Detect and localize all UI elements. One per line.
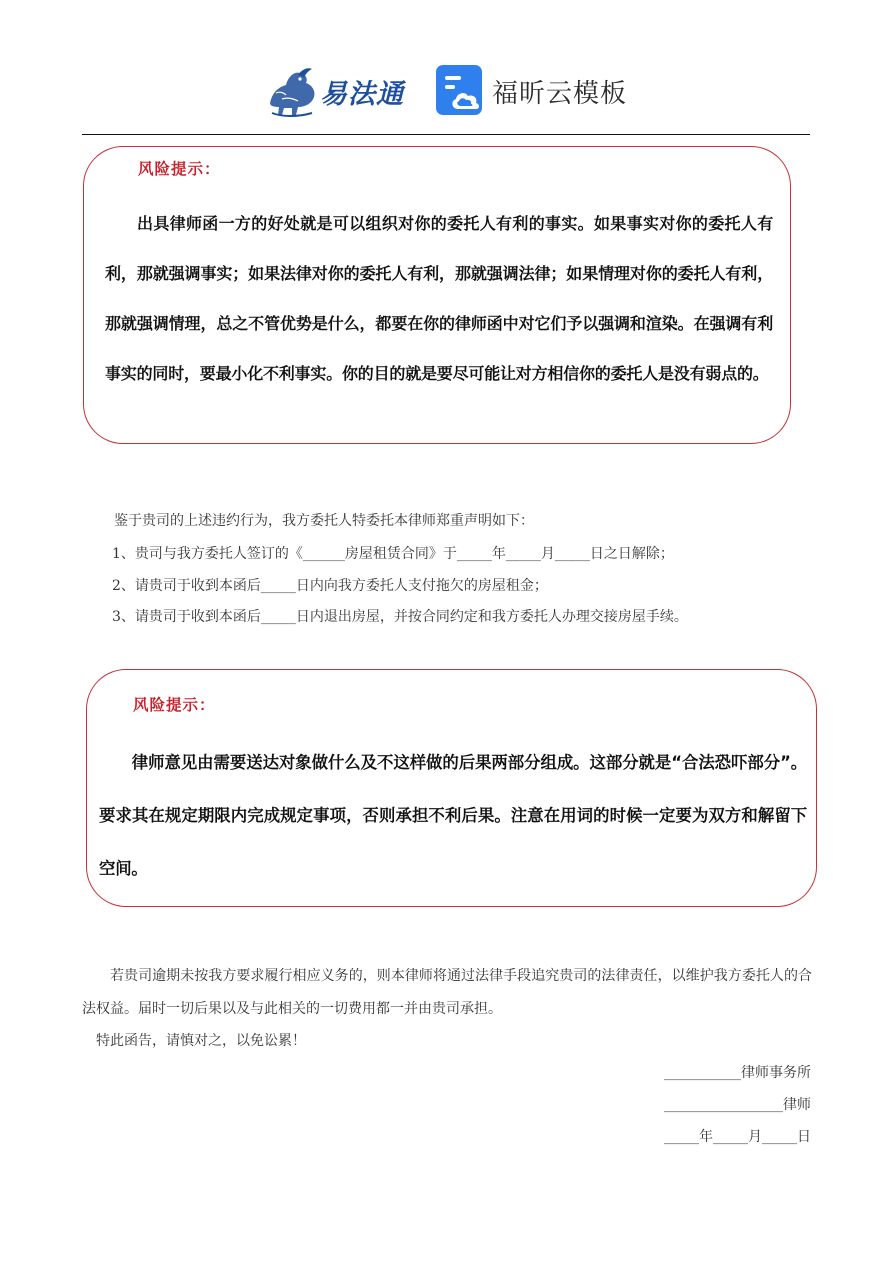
- risk-tip-box-2: [86, 669, 817, 907]
- closing-paragraph: 若贵司逾期未按我方要求履行相应义务的，则本律师将通过法律手段追究贵司的法律责任，以维护我方委托人的合法权益。届时一切后果以及与此相关的一切费用都一并由贵司承担。: [82, 968, 812, 1017]
- closing-remark: 特此函告，请慎对之，以免讼累！: [96, 1033, 306, 1049]
- header-divider: [82, 134, 810, 135]
- risk-tip-title: 风险提示：: [133, 696, 216, 714]
- signature-date: _____年_____月_____日: [664, 1129, 811, 1145]
- page-header: [0, 55, 893, 125]
- letter-intro: 鉴于贵司的上述违约行为，我方委托人特委托本律师郑重声明如下：: [114, 513, 534, 529]
- risk-tip-box-1: [83, 146, 791, 444]
- letter-item-2: 2、请贵司于收到本函后_____日内向我方委托人支付拖欠的房屋租金；: [112, 578, 548, 594]
- risk-tip-body: 律师意见由需要送达对象做什么及不这样做的后果两部分组成。这部分就是“合法恐吓部分”。要求其在规定期限内完成规定事项，否则承担不利后果。注意在用词的时候一定要为双方和解留下空间。: [99, 753, 807, 878]
- logo2-text: 福昕云模板: [492, 78, 628, 109]
- risk-tip-title: 风险提示：: [138, 160, 221, 178]
- signature-law-firm: ___________律师事务所: [664, 1065, 811, 1081]
- letter-item-1: 1、贵司与我方委托人签订的《______房屋租赁合同》于_____年_____月_____日之日解除；: [112, 546, 674, 562]
- risk-tip-body: 出具律师函一方的好处就是可以组织对你的委托人有利的事实。如果事实对你的委托人有利，那就强调事实；如果法律对你的委托人有利，那就强调法律；如果情理对你的委托人有利，那就强调情理，总之不管优势是什么，都要在你的律师函中对它们予以强调和渲染。在强调有利事实的同时，要最小化不利事实。你的目的就是要尽可能让对方相信你的委托人是没有弱点的。: [105, 214, 773, 383]
- signature-lawyer: _________________律师: [664, 1097, 811, 1113]
- logo1-text: 易法通: [320, 78, 404, 110]
- yifatong-logo: [262, 63, 404, 119]
- qilin-icon: [262, 63, 320, 119]
- fuxin-cloud-template-logo: [436, 65, 627, 117]
- cloud-document-icon: [436, 65, 486, 117]
- letter-item-3: 3、请贵司于收到本函后_____日内退出房屋，并按合同约定和我方委托人办理交接房屋手续。: [112, 609, 688, 625]
